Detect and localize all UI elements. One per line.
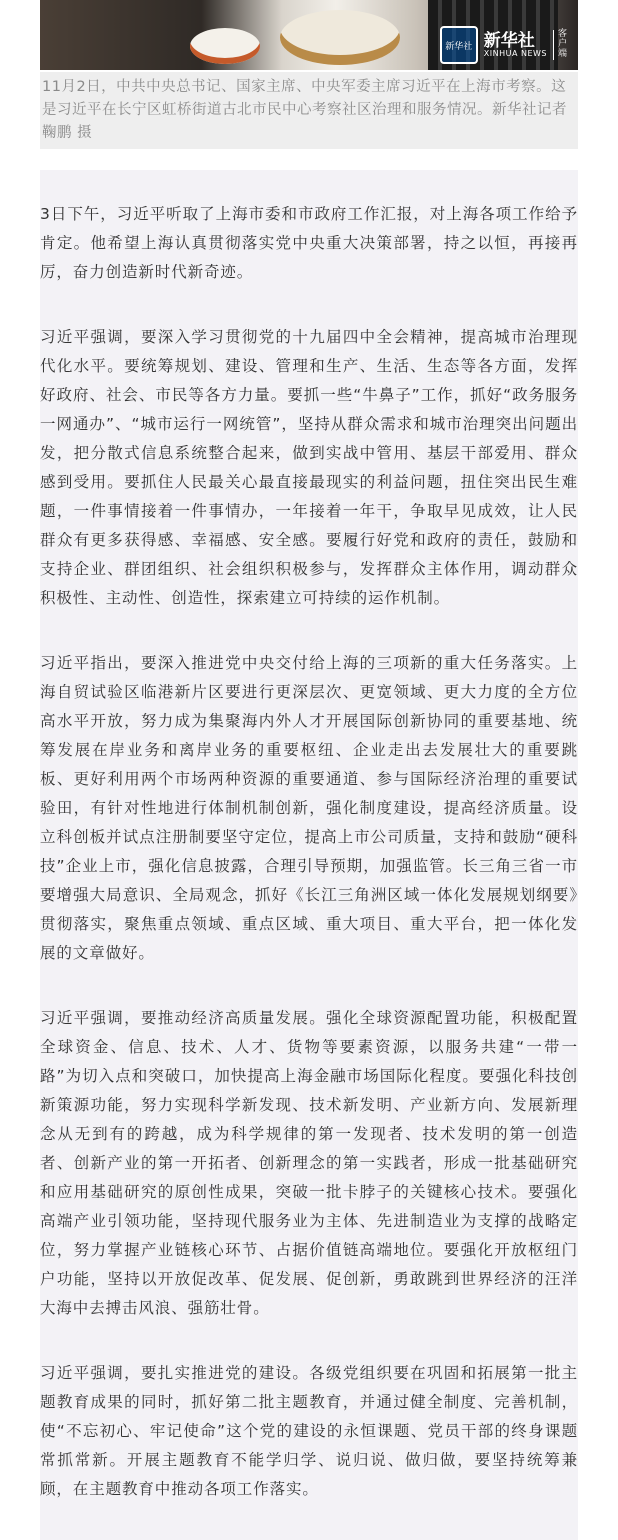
article-paragraph: 习近平强调，要推动经济高质量发展。强化全球资源配置功能，积极配置全球资金、信息、技术、人才、货物等要素资源，以服务共建“一带一路”为切入点和突破口，加快提高上海金融市场国际化程度。要强化科技创新策源功能，努力实现科学新发现、技术新发明、产业新方向、发展新理念从无到有的跨越，成为科学规律的第一发现者、技术发明的第一创造者、创新产业的第一开拓者、创新理念的第一实践者，形成一批基础研究和应用基础研究的原创性成果，突破一批卡脖子的关键核心技术。要强化高端产业引领功能，坚持现代服务业为主体、先进制造业为支撑的战略定位，努力掌握产业链核心环节、占据价值链高端地位。要强化开放枢纽门户功能，坚持以开放促改革、促发展、促创新，勇敢跳到世界经济的汪洋大海中去搏击风浪、强筋壮骨。: [40, 1009, 578, 1317]
article-paragraph: 习近平强调，要深入学习贯彻党的十九届四中全会精神，提高城市治理现代化水平。要统筹规划、建设、管理和生产、生活、生态等各方面，发挥好政府、社会、市民等各方力量。要抓一些“牛鼻子”工作，抓好“政务服务一网通办”、“城市运行一网统管”，坚持从群众需求和城市治理突出问题出发，把分散式信息系统整合起来，做到实战中管用、基层干部爱用、群众感到受用。要抓住人民最关心最直接最现实的利益问题，扭住突出民生难题，一件事情接着一件事情办，一年接着一年干，争取早见成效，让人民群众有更多获得感、幸福感、安全感。要履行好党和政府的责任，鼓励和支持企业、群团组织、社会组织积极参与，发挥群众主体作用，调动群众积极性、主动性、创造性，探索建立可持续的运作机制。: [40, 328, 578, 607]
news-photo: [40, 0, 578, 70]
article-paragraph: 3日下午，习近平听取了上海市委和市政府工作汇报，对上海各项工作给予肯定。他希望上海认真贯彻落实党中央重大决策部署，持之以恒，再接再厉，奋力创造新时代新奇迹。: [40, 205, 578, 281]
logo-name-en: XINHUA NEWS: [483, 48, 547, 58]
article-paragraph: 习近平指出，要深入推进党中央交付给上海的三项新的重大任务落实。上海自贸试验区临港新片区要进行更深层次、更宽领域、更大力度的全方位高水平开放，努力成为集聚海内外人才开展国际创新协同的重要基地、统筹发展在岸业务和离岸业务的重要枢纽、企业走出去发展壮大的重要跳板、更好利用两个市场两种资源的重要通道、参与国际经济治理的重要试验田，有针对性地进行体制机制创新，强化制度建设，提高经济质量。设立科创板并试点注册制要坚守定位，提高上市公司质量，支持和鼓励“硬科技”企业上市，强化信息披露，合理引导预期，加强监管。长三角三省一市要增强大局意识、全局观念，抓好《长江三角洲区域一体化发展规划纲要》贯彻落实，聚焦重点领域、重点区域、重大项目、重大平台，把一体化发展的文章做好。: [40, 654, 578, 962]
photo-plate: [190, 28, 260, 64]
xinhua-badge-icon: 新华社: [440, 26, 478, 64]
xinhua-logo: [440, 26, 568, 64]
article-body: [40, 170, 578, 1540]
logo-client: 客户端: [553, 30, 568, 60]
photo-bowl: [280, 10, 400, 65]
photo-caption: 11月2日，中共中央总书记、国家主席、中央军委主席习近平在上海市考察。这是习近平在长宁区虹桥街道古北市民中心考察社区治理和服务情况。新华社记者 鞠鹏 摄: [40, 72, 578, 149]
article-paragraph: 习近平强调，要扎实推进党的建设。各级党组织要在巩固和拓展第一批主题教育成果的同时，抓好第二批主题教育，并通过健全制度、完善机制，使“不忘初心、牢记使命”这个党的建设的永恒课题、党员干部的终身课题常抓常新。开展主题教育不能学归学、说归说、做归做，要坚持统筹兼顾，在主题教育中推动各项工作落实。: [40, 1364, 578, 1498]
logo-name: 新华社: [483, 30, 535, 51]
